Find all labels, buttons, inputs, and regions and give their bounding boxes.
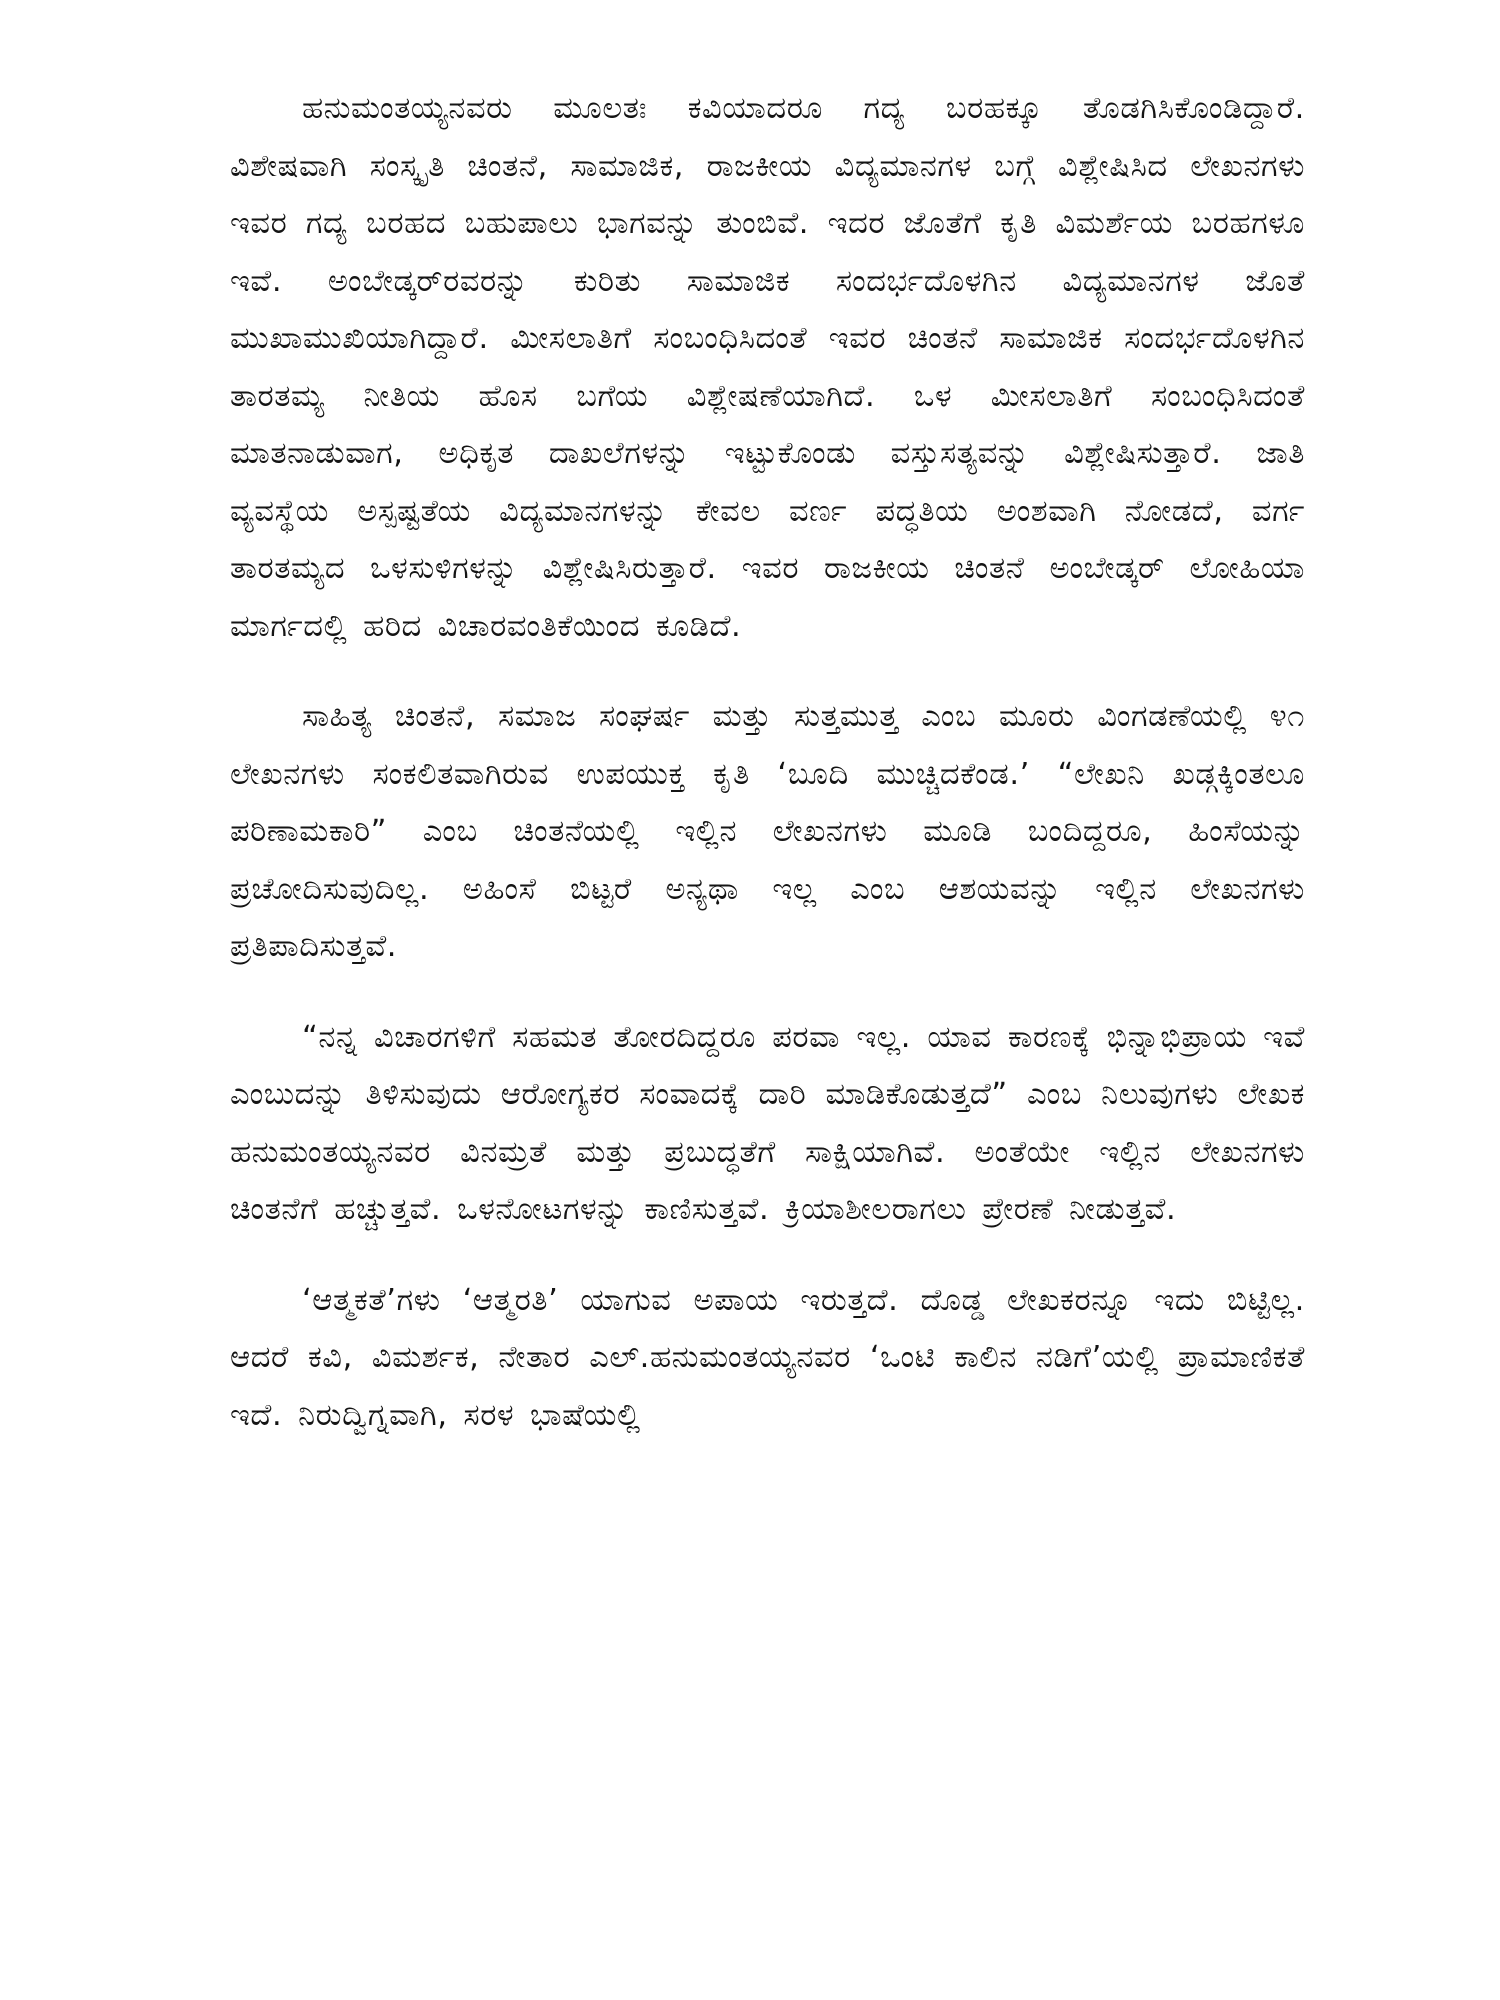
document-page: [230, 80, 1305, 1444]
paragraph-2: ಸಾಹಿತ್ಯ ಚಿಂತನೆ, ಸಮಾಜ ಸಂಘರ್ಷ ಮತ್ತು ಸುತ್ತಮುತ್ತ ಎಂಬ ಮೂರು ವಿಂಗಡಣೆಯಲ್ಲಿ ೪೧ ಲೇಖನಗಳು ಸಂಕಲಿತವಾಗಿರುವ ಉಪಯುಕ್ತ ಕೃತಿ ‘ಬೂದಿ ಮುಚ್ಚಿದಕೆಂಡ.’ “ಲೇಖನಿ ಖಡ್ಗಕ್ಕಿಂತಲೂ ಪರಿಣಾಮಕಾರಿ” ಎಂಬ ಚಿಂತನೆಯಲ್ಲಿ ಇಲ್ಲಿನ ಲೇಖನಗಳು ಮೂಡಿ ಬಂದಿದ್ದರೂ, ಹಿಂಸೆಯನ್ನು ಪ್ರಚೋದಿಸುವುದಿಲ್ಲ. ಅಹಿಂಸೆ ಬಿಟ್ಟರೆ ಅನ್ಯಥಾ ಇಲ್ಲ ಎಂಬ ಆಶಯವನ್ನು ಇಲ್ಲಿನ ಲೇಖನಗಳು ಪ್ರತಿಪಾದಿಸುತ್ತವೆ.: [230, 699, 1305, 964]
paragraph-1: ಹನುಮಂತಯ್ಯನವರು ಮೂಲತಃ ಕವಿಯಾದರೂ ಗದ್ಯ ಬರಹಕ್ಕೂ ತೊಡಗಿಸಿಕೊಂಡಿದ್ದಾರೆ. ವಿಶೇಷವಾಗಿ ಸಂಸ್ಕೃತಿ ಚಿಂತನೆ, ಸಾಮಾಜಿಕ, ರಾಜಕೀಯ ವಿದ್ಯಮಾನಗಳ ಬಗ್ಗೆ ವಿಶ್ಲೇಷಿಸಿದ ಲೇಖನಗಳು ಇವರ ಗದ್ಯ ಬರಹದ ಬಹುಪಾಲು ಭಾಗವನ್ನು ತುಂಬಿವೆ. ಇದರ ಜೊತೆಗೆ ಕೃತಿ ವಿಮರ್ಶೆಯ ಬರಹಗಳೂ ಇವೆ. ಅಂಬೇಡ್ಕರ್‌ರವರನ್ನು ಕುರಿತು ಸಾಮಾಜಿಕ ಸಂದರ್ಭದೊಳಗಿನ ವಿದ್ಯಮಾನಗಳ ಜೊತೆ ಮುಖಾಮುಖಿಯಾಗಿದ್ದಾರೆ. ಮೀಸಲಾತಿಗೆ ಸಂಬಂಧಿಸಿದಂತೆ ಇವರ ಚಿಂತನೆ ಸಾಮಾಜಿಕ ಸಂದರ್ಭದೊಳಗಿನ ತಾರತಮ್ಯ ನೀತಿಯ ಹೊಸ ಬಗೆಯ ವಿಶ್ಲೇಷಣೆಯಾಗಿದೆ. ಒಳ ಮೀಸಲಾತಿಗೆ ಸಂಬಂಧಿಸಿದಂತೆ ಮಾತನಾಡುವಾಗ, ಅಧಿಕೃತ ದಾಖಲೆಗಳನ್ನು ಇಟ್ಟುಕೊಂಡು ವಸ್ತುಸತ್ಯವನ್ನು ವಿಶ್ಲೇಷಿಸುತ್ತಾರೆ. ಜಾತಿ ವ್ಯವಸ್ಥೆಯ ಅಸ್ಪಷ್ಟತೆಯ ವಿದ್ಯಮಾನಗಳನ್ನು ಕೇವಲ ವರ್ಣ ಪದ್ಧತಿಯ ಅಂಶವಾಗಿ ನೋಡದೆ, ವರ್ಗ ತಾರತಮ್ಯದ ಒಳಸುಳಿಗಳನ್ನು ವಿಶ್ಲೇಷಿಸಿರುತ್ತಾರೆ. ಇವರ ರಾಜಕೀಯ ಚಿಂತನೆ ಅಂಬೇಡ್ಕರ್ ಲೋಹಿಯಾ ಮಾರ್ಗದಲ್ಲಿ ಹರಿದ ವಿಚಾರವಂತಿಕೆಯಿಂದ ಕೂಡಿದೆ.: [230, 91, 1305, 644]
paragraph-4: ‘ಆತ್ಮಕತೆ’ಗಳು ‘ಆತ್ಮರತಿ’ ಯಾಗುವ ಅಪಾಯ ಇರುತ್ತದೆ. ದೊಡ್ಡ ಲೇಖಕರನ್ನೂ ಇದು ಬಿಟ್ಟಿಲ್ಲ. ಆದರೆ ಕವಿ, ವಿಮರ್ಶಕ, ನೇತಾರ ಎಲ್.ಹನುಮಂತಯ್ಯನವರ ‘ಒಂಟಿ ಕಾಲಿನ ನಡಿಗೆ’ಯಲ್ಲಿ ಪ್ರಾಮಾಣಿಕತೆ ಇದೆ. ನಿರುದ್ವಿಗ್ನವಾಗಿ, ಸರಳ ಭಾಷೆಯಲ್ಲಿ: [230, 1282, 1305, 1433]
paragraph-3: “ನನ್ನ ವಿಚಾರಗಳಿಗೆ ಸಹಮತ ತೋರದಿದ್ದರೂ ಪರವಾ ಇಲ್ಲ. ಯಾವ ಕಾರಣಕ್ಕೆ ಭಿನ್ನಾಭಿಪ್ರಾಯ ಇವೆ ಎಂಬುದನ್ನು ತಿಳಿಸುವುದು ಆರೋಗ್ಯಕರ ಸಂವಾದಕ್ಕೆ ದಾರಿ ಮಾಡಿಕೊಡುತ್ತದೆ” ಎಂಬ ನಿಲುವುಗಳು ಲೇಖಕ ಹನುಮಂತಯ್ಯನವರ ವಿನಮ್ರತೆ ಮತ್ತು ಪ್ರಬುದ್ಧತೆಗೆ ಸಾಕ್ಷಿಯಾಗಿವೆ. ಅಂತೆಯೇ ಇಲ್ಲಿನ ಲೇಖನಗಳು ಚಿಂತನೆಗೆ ಹಚ್ಚುತ್ತವೆ. ಒಳನೋಟಗಳನ್ನು ಕಾಣಿಸುತ್ತವೆ. ಕ್ರಿಯಾಶೀಲರಾಗಲು ಪ್ರೇರಣೆ ನೀಡುತ್ತವೆ.: [230, 1019, 1305, 1227]
